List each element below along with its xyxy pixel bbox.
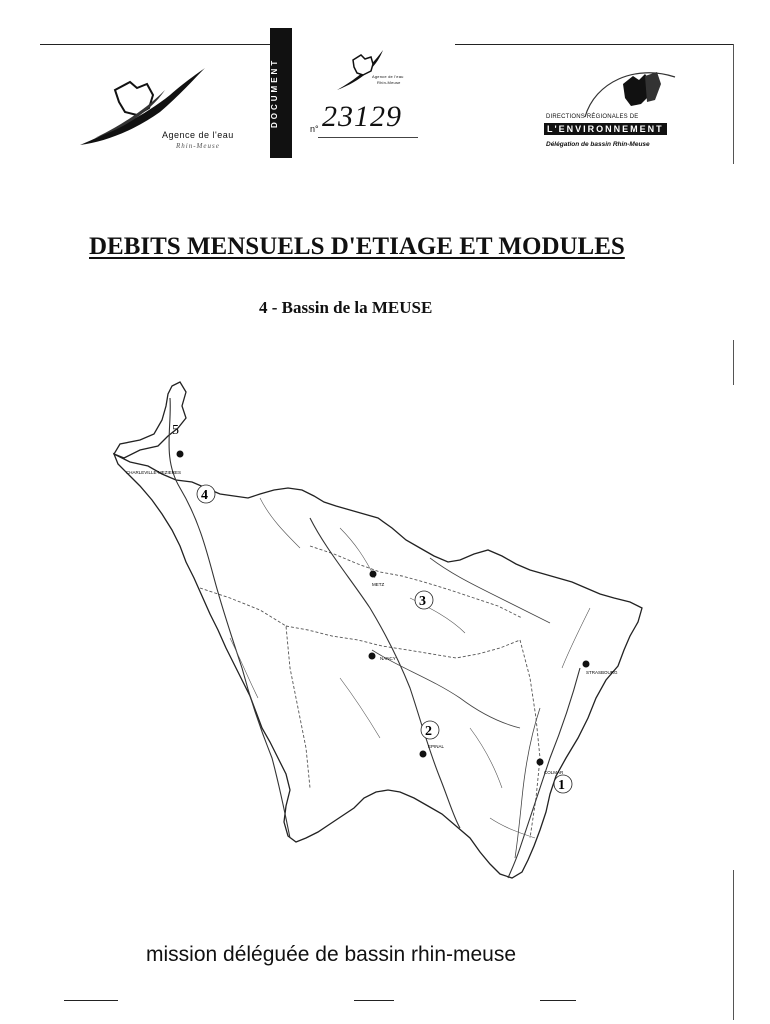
city-dot-strasbourg <box>583 661 590 668</box>
city-label-colmar: COLMAR <box>544 770 564 775</box>
agence-label: Agence de l'eau <box>162 130 234 140</box>
river-tributary-f <box>470 728 502 788</box>
zone-marker-5: 5 <box>172 423 179 438</box>
city-dot-charleville <box>177 451 184 458</box>
diren-emblem <box>575 62 695 122</box>
city-label-charleville: CHARLEVILLE-MEZIERES <box>126 470 182 475</box>
page-title: DEBITS MENSUELS D'ETIAGE ET MODULES <box>89 233 625 260</box>
page-subtitle: 4 - Bassin de la MEUSE <box>259 298 433 317</box>
zone-marker-2: 2 <box>425 724 432 739</box>
river-tributary-e <box>340 678 380 738</box>
document-strip: DOCUMENT <box>270 28 292 158</box>
bottom-rule-right <box>540 1000 576 1001</box>
top-rule-right <box>455 44 733 45</box>
river-meuse <box>169 398 290 838</box>
small-agence-logo-icon <box>335 40 405 95</box>
document-number: 23129 <box>322 100 402 133</box>
small-logo-text-1: Agence de l'eau <box>372 74 404 79</box>
diren-emblem-icon <box>575 62 695 122</box>
city-dot-epinal <box>420 751 427 758</box>
river-tributary-g <box>562 608 590 668</box>
zone-marker-1: 1 <box>558 778 565 793</box>
basin-map-svg <box>110 378 650 888</box>
diren-line-1: DIRECTIONS RÉGIONALES DE <box>546 114 639 120</box>
right-margin-line-lower <box>733 340 734 385</box>
right-margin-line-bottom <box>733 870 734 1020</box>
city-dot-metz <box>370 571 377 578</box>
river-meurthe <box>372 650 520 728</box>
subbasin-boundary-2 <box>310 546 522 618</box>
right-margin-line <box>733 44 734 164</box>
small-agence-logo <box>335 40 405 95</box>
city-label-epinal: EPINAL <box>428 744 445 749</box>
river-sarre <box>430 558 550 623</box>
river-tributary-b <box>340 528 375 578</box>
basin-map <box>110 378 650 888</box>
city-label-strasbourg: STRASBOURG <box>586 670 618 675</box>
zone-marker-4: 4 <box>201 488 208 503</box>
city-dot-nancy <box>369 653 376 660</box>
basin-outline <box>114 382 642 878</box>
agence-sub-label: Rhin-Meuse <box>176 142 220 150</box>
top-rule-left <box>40 44 270 45</box>
city-label-nancy: NANCY <box>380 656 396 661</box>
city-label-metz: METZ <box>372 582 385 587</box>
subbasin-boundary-3 <box>520 640 540 838</box>
bottom-rule-left <box>64 1000 118 1001</box>
document-number-prefix: n° <box>310 124 319 134</box>
document-number-underline <box>318 137 418 138</box>
city-dot-colmar <box>537 759 544 766</box>
subbasin-boundary-1 <box>286 626 520 658</box>
zone-marker-3: 3 <box>419 594 426 609</box>
river-moselle <box>310 518 460 828</box>
footer-mission: mission déléguée de bassin rhin-meuse <box>146 943 517 966</box>
river-tributary-h <box>490 818 535 838</box>
river-tributary-a <box>260 498 300 548</box>
small-logo-text-2: Rhin-Meuse <box>377 80 401 85</box>
diren-delegation: Délégation de bassin Rhin-Meuse <box>546 141 650 148</box>
bottom-rule-center <box>354 1000 394 1001</box>
river-tributary-d <box>230 638 258 698</box>
subbasin-boundary-4 <box>200 588 310 788</box>
diren-environnement-bar: L'ENVIRONNEMENT <box>544 123 667 135</box>
